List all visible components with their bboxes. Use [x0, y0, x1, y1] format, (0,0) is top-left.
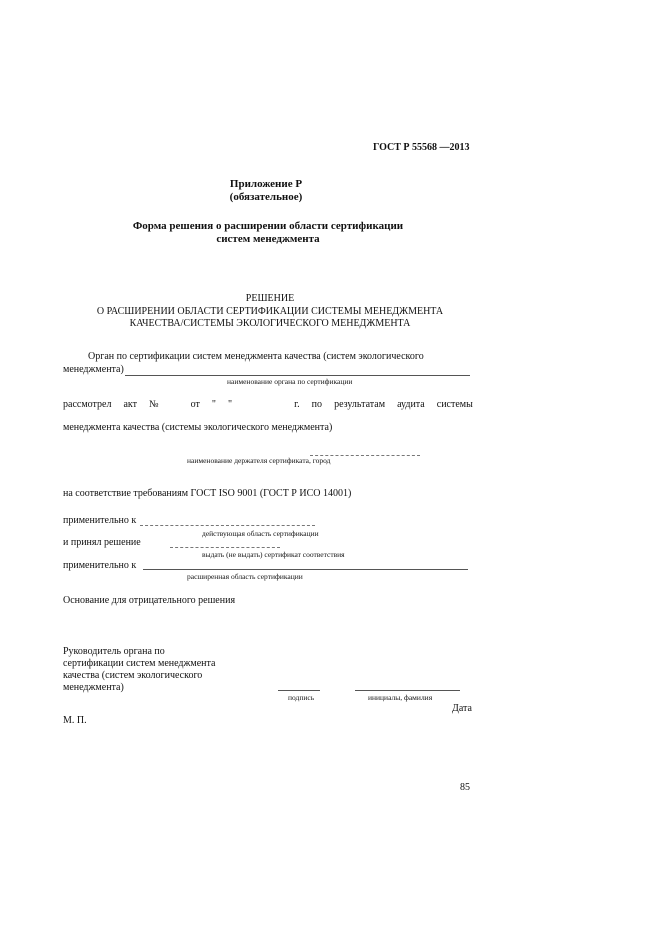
- word-results: результатам: [334, 399, 386, 410]
- appendix-status: (обязательное): [229, 191, 303, 203]
- mgmt-line: менеджмента качества (системы экологического менеджмента): [63, 422, 333, 433]
- reviewed-act-line: [63, 399, 473, 410]
- word-system: системы: [436, 399, 473, 410]
- organ-name-field[interactable]: [125, 375, 470, 376]
- current-scope-field[interactable]: [140, 525, 315, 526]
- initials-caption: инициалы, фамилия: [368, 693, 433, 702]
- initials-field[interactable]: [355, 690, 460, 691]
- form-title-line2: систем менеджмента: [216, 233, 320, 245]
- applied-to-2: применительно к: [63, 560, 137, 571]
- word-audit: аудита: [397, 399, 425, 410]
- organ-caption: наименование органа по сертификации: [227, 377, 353, 386]
- quote-close: ": [228, 399, 233, 410]
- decision-subtitle-1: О РАСШИРЕНИИ ОБЛАСТИ СЕРТИФИКАЦИИ СИСТЕМЫ МЕНЕДЖМЕНТА: [96, 306, 444, 317]
- extended-scope-field[interactable]: [143, 569, 468, 570]
- appendix-title: Приложение Р: [229, 178, 303, 190]
- signer-line-3: качества (систем экологического: [63, 670, 203, 681]
- word-act: акт: [123, 399, 138, 410]
- signer-line-2: сертификации систем менеджмента: [63, 658, 216, 669]
- compliance-line: на соответствие требованиям ГОСТ ISO 9001 (ГОСТ Р ИСО 14001): [63, 488, 352, 499]
- issue-field[interactable]: [170, 547, 280, 548]
- organ-line-1: Орган по сертификации систем менеджмента качества (систем экологического: [88, 351, 424, 362]
- negative-basis: Основание для отрицательного решения: [63, 595, 236, 606]
- form-title-line1: Форма решения о расширении области сертификации: [132, 220, 404, 232]
- word-from: от: [190, 399, 200, 410]
- signature-field[interactable]: [278, 690, 320, 691]
- organ-line-2: менеджмента): [63, 364, 124, 375]
- extended-scope-caption: расширенная область сертификации: [187, 572, 303, 581]
- signer-line-4: менеджмента): [63, 682, 124, 693]
- decision-made: и принял решение: [63, 537, 141, 548]
- word-reviewed: рассмотрел: [63, 399, 112, 410]
- stamp-label: М. П.: [63, 715, 87, 726]
- date-label: Дата: [452, 703, 472, 714]
- decision-subtitle-2: КАЧЕСТВА/СИСТЕМЫ ЭКОЛОГИЧЕСКОГО МЕНЕДЖМЕНТА: [129, 318, 411, 329]
- page-number: 85: [460, 782, 470, 793]
- word-number-sign: №: [149, 399, 159, 410]
- signer-line-1: Руководитель органа по: [63, 646, 165, 657]
- issue-caption: выдать (не выдать) сертификат соответствия: [202, 550, 345, 559]
- word-by: по: [311, 399, 323, 410]
- word-year: г.: [294, 399, 300, 410]
- decision-heading: РЕШЕНИЕ: [245, 293, 295, 304]
- holder-caption: наименование держателя сертификата, город: [187, 456, 331, 465]
- quote-open: ": [211, 399, 216, 410]
- applied-to-1: применительно к: [63, 515, 137, 526]
- current-scope-caption: действующая область сертификации: [202, 529, 319, 538]
- signature-caption: подпись: [288, 693, 315, 702]
- standard-code: ГОСТ Р 55568 —2013: [373, 142, 470, 153]
